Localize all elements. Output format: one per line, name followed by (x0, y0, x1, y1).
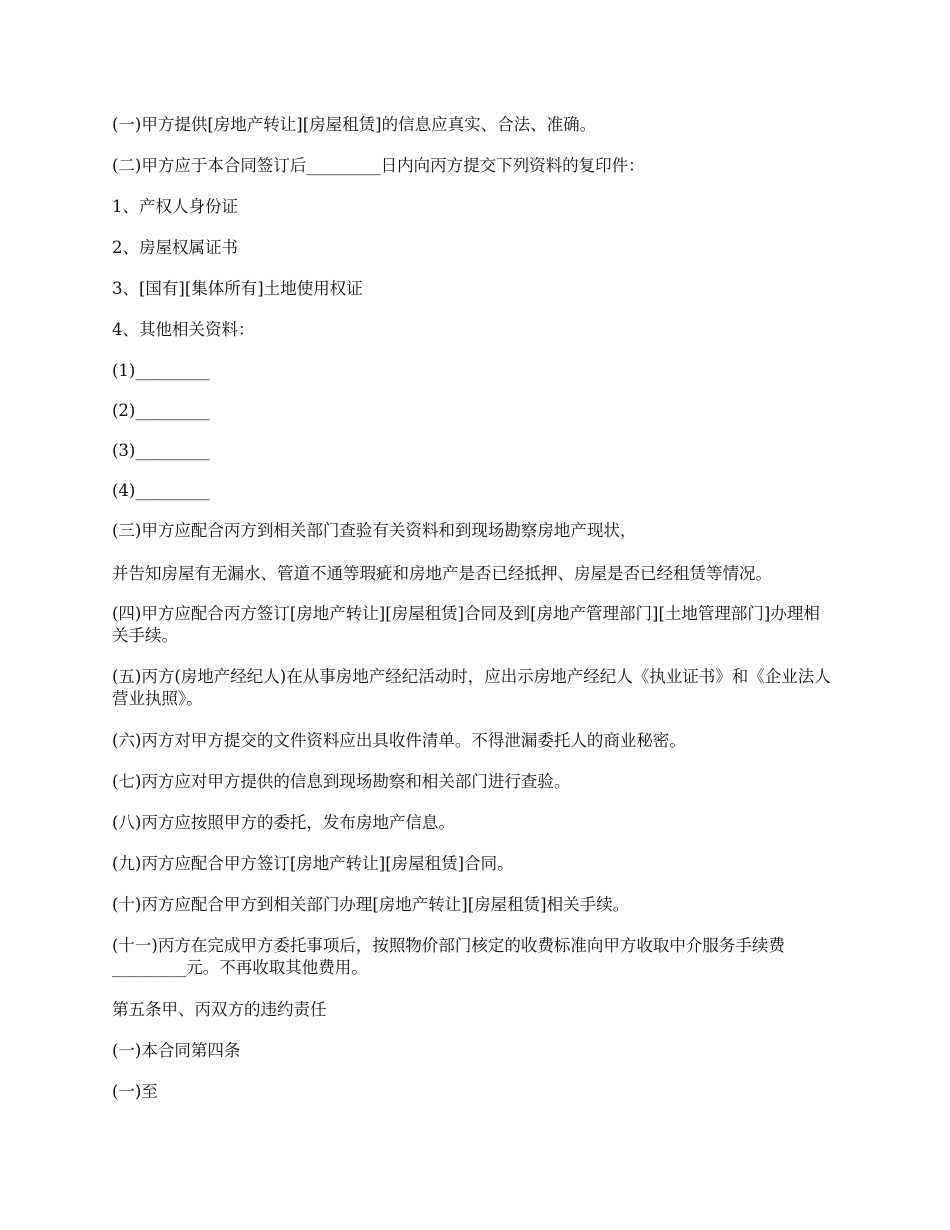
paragraph-1: (一)甲方提供[房地产转让][房屋租赁]的信息应真实、合法、准确。 (112, 115, 597, 134)
paragraph-12: 并告知房屋有无漏水、管道不通等瑕疵和房地产是否已经抵押、房屋是否已经租赁等情况。 (112, 564, 772, 583)
paragraph-10: (4)_________ (112, 481, 210, 500)
paragraph-6: 4、其他相关资料： (112, 320, 255, 339)
paragraph-2: (二)甲方应于本合同签订后_________日内向丙方提交下列资料的复印件： (112, 156, 645, 175)
paragraph-15: (六)丙方对甲方提交的文件资料应出具收件清单。不得泄漏委托人的商业秘密。 (112, 731, 686, 750)
paragraph-5: 3、[国有][集体所有]土地使用权证 (112, 279, 363, 298)
paragraph-9: (3)_________ (112, 441, 210, 460)
paragraph-17: (八)丙方应按照甲方的委托，发布房地产信息。 (112, 813, 455, 832)
paragraph-22: (一)本合同第四条 (112, 1041, 241, 1060)
paragraph-18: (九)丙方应配合甲方签订[房地产转让][房屋租赁]合同。 (112, 854, 514, 873)
section-heading: 第五条甲、丙双方的违约责任 (112, 1000, 327, 1019)
paragraph-3: 1、产权人身份证 (112, 197, 238, 216)
paragraph-16: (七)丙方应对甲方提供的信息到现场勘察和相关部门进行查验。 (112, 772, 571, 791)
paragraph-7: (1)_________ (112, 361, 210, 380)
paragraph-20: (十一)丙方在完成甲方委托事项后，按照物价部门核定的收费标准向甲方收取中介服务手续费_________元。不再收取其他费用。 (112, 936, 785, 977)
paragraph-8: (2)_________ (112, 401, 210, 420)
paragraph-19: (十)丙方应配合甲方到相关部门办理[房地产转让][房屋租赁]相关手续。 (112, 895, 630, 914)
paragraph-23: (一)至 (112, 1082, 158, 1101)
paragraph-4: 2、房屋权属证书 (112, 238, 238, 257)
paragraph-11: (三)甲方应配合丙方到相关部门查验有关资料和到现场勘察房地产现状， (112, 521, 637, 540)
paragraph-13: (四)甲方应配合丙方签订[房地产转让][房屋租赁]合同及到[房地产管理部门][土地管理部门]办理相关手续。 (112, 604, 820, 645)
paragraph-14: (五)丙方(房地产经纪人)在从事房地产经纪活动时，应出示房地产经纪人《执业证书》和《企业法人营业执照》。 (112, 667, 831, 708)
